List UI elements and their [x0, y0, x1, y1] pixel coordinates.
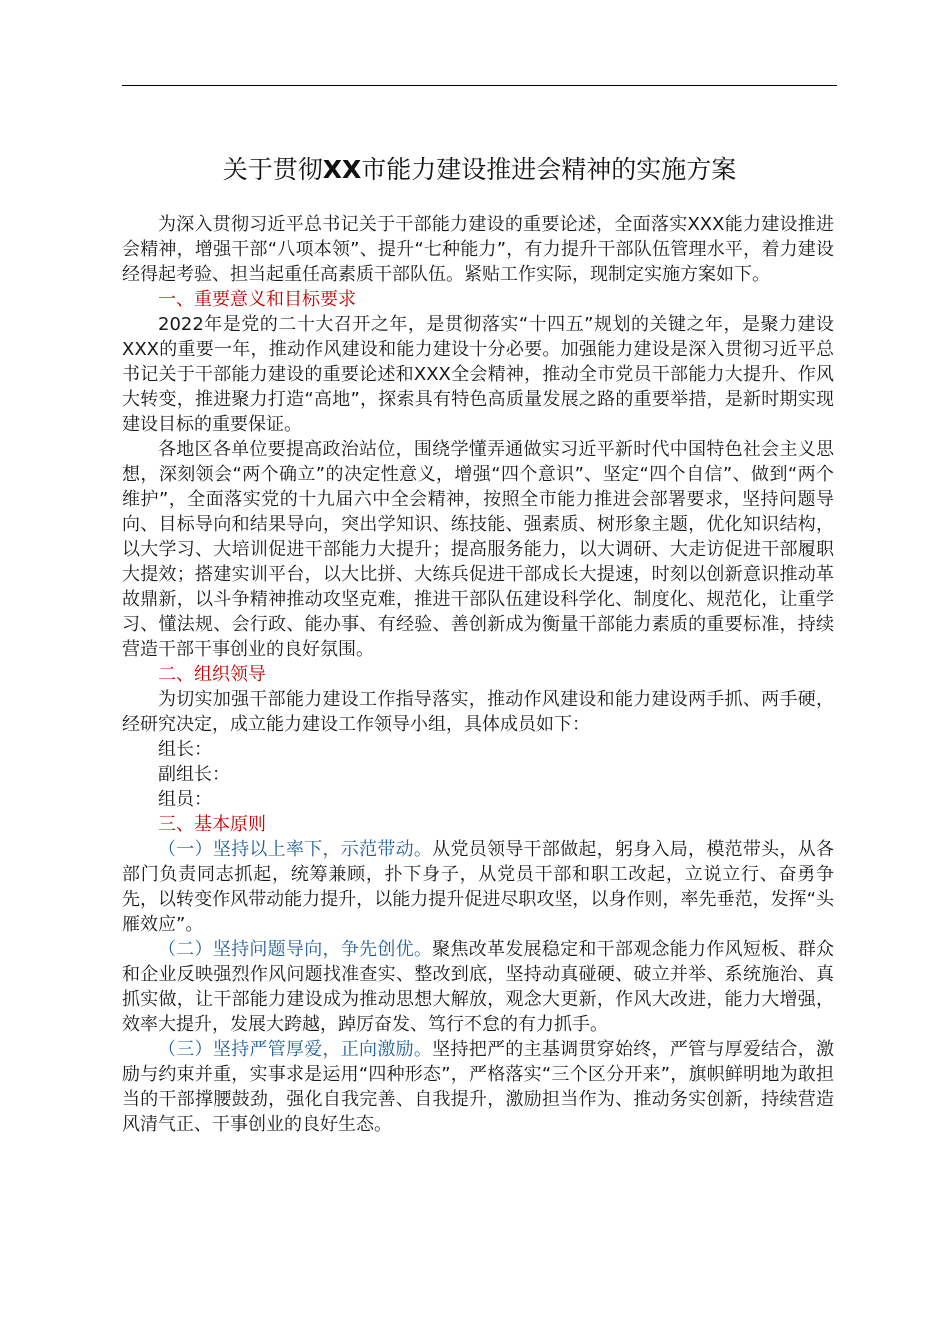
title-suffix: 市能力建设推进会精神的实施方案 — [361, 155, 737, 184]
document-body — [122, 212, 834, 1137]
section2-paragraph-1: 为切实加强干部能力建设工作指导落实，推动作风建设和能力建设两手抓、两手硬，经研究决定，成立能力建设工作领导小组，具体成员如下： — [122, 689, 834, 735]
intro-paragraph: 为深入贯彻习近平总书记关于干部能力建设的重要论述，全面落实XXX能力建设推进会精神，增强干部“八项本领”、提升“七种能力”，有力提升干部队伍管理水平，着力建设经得起考验、担当起重任高素质干部队伍。紧贴工作实际，现制定实施方案如下。 — [122, 214, 834, 285]
group-members-line: 组员： — [158, 789, 212, 810]
section1-paragraph-2: 各地区各单位要提高政治站位，围绕学懂弄通做实习近平新时代中国特色社会主义思想，深刻领会“两个确立”的决定性意义，增强“四个意识”、坚定“四个自信”、做到“两个维护”，全面落实党的十九届六中全会精神，按照全市能力推进会部署要求，坚持问题导向、目标导向和结果导向，突出学知识、练技能、强素质、树形象主题，优化知识结构，以大学习、大培训促进干部能力大提升；提高服务能力，以大调研、大走访促进干部履职大提效；搭建实训平台，以大比拼、大练兵促进干部成长大提速，时刻以创新意识推动革故鼎新，以斗争精神推动攻坚克难，推进干部队伍建设科学化、制度化、规范化，让重学习、懂法规、会行政、能办事、有经验、善创新成为衡量干部能力素质的重要标准，持续营造干部干事创业的良好氛围。 — [122, 439, 834, 660]
principle-2 — [122, 937, 834, 1037]
principle-3 — [122, 1037, 834, 1137]
deputy-leader-line: 副组长： — [158, 764, 230, 785]
document-title — [122, 150, 837, 190]
title-xx: XX — [322, 155, 362, 184]
principle-2-body: 聚焦改革发展稳定和干部观念能力作风短板、群众和企业反映强烈作风问题找准查实、整改到底，坚持动真碰硬、破立并举、系统施治、真抓实做，让干部能力建设成为推动思想大解放，观念大更新，作风大改进，能力大增强，效率大提升，发展大跨越，踔厉奋发、笃行不怠的有力抓手。 — [122, 939, 835, 1035]
principle-1 — [122, 837, 834, 937]
section1-paragraph-1: 2022年是党的二十大召开之年，是贯彻落实“十四五”规划的关键之年，是聚力建设XXX的重要一年，推动作风建设和能力建设十分必要。加强能力建设是深入贯彻习近平总书记关于干部能力建设的重要论述和XXX全会精神，推动全市党员干部能力大提升、作风大转变，推进聚力打造“高地”，探索具有特色高质量发展之路的重要举措，是新时期实现建设目标的重要保证。 — [122, 314, 834, 435]
principle-3-body: 坚持把严的主基调贯穿始终，严管与厚爱结合，激励与约束并重，实事求是运用“四种形态”，严格落实“三个区分开来”，旗帜鲜明地为敢担当的干部撑腰鼓劲，强化自我完善、自我提升，激励担当作为、推动务实创新，持续营造风清气正、干事创业的良好生态。 — [122, 1039, 835, 1135]
principle-1-lead: （一）坚持以上率下，示范带动。 — [158, 839, 433, 860]
principle-2-lead: （二）坚持问题导向，争先创优。 — [158, 939, 433, 960]
principle-3-lead: （三）坚持严管厚爱，正向激励。 — [158, 1039, 433, 1060]
section3-heading: 三、基本原则 — [158, 814, 266, 835]
group-leader-line: 组长： — [158, 739, 212, 760]
section2-heading: 二、组织领导 — [158, 664, 266, 685]
header-rule — [122, 85, 837, 86]
section1-heading: 一、重要意义和目标要求 — [158, 289, 356, 310]
principle-1-body: 从党员领导干部做起，躬身入局，模范带头，从各部门负责同志抓起，统筹兼顾，扑下身子，从党员干部和职工改起，立说立行、奋勇争先，以转变作风带动能力提升，以能力提升促进尽职攻坚，以身作则，率先垂范，发挥“头雁效应”。 — [122, 839, 835, 935]
title-prefix: 关于贯彻 — [222, 155, 323, 184]
